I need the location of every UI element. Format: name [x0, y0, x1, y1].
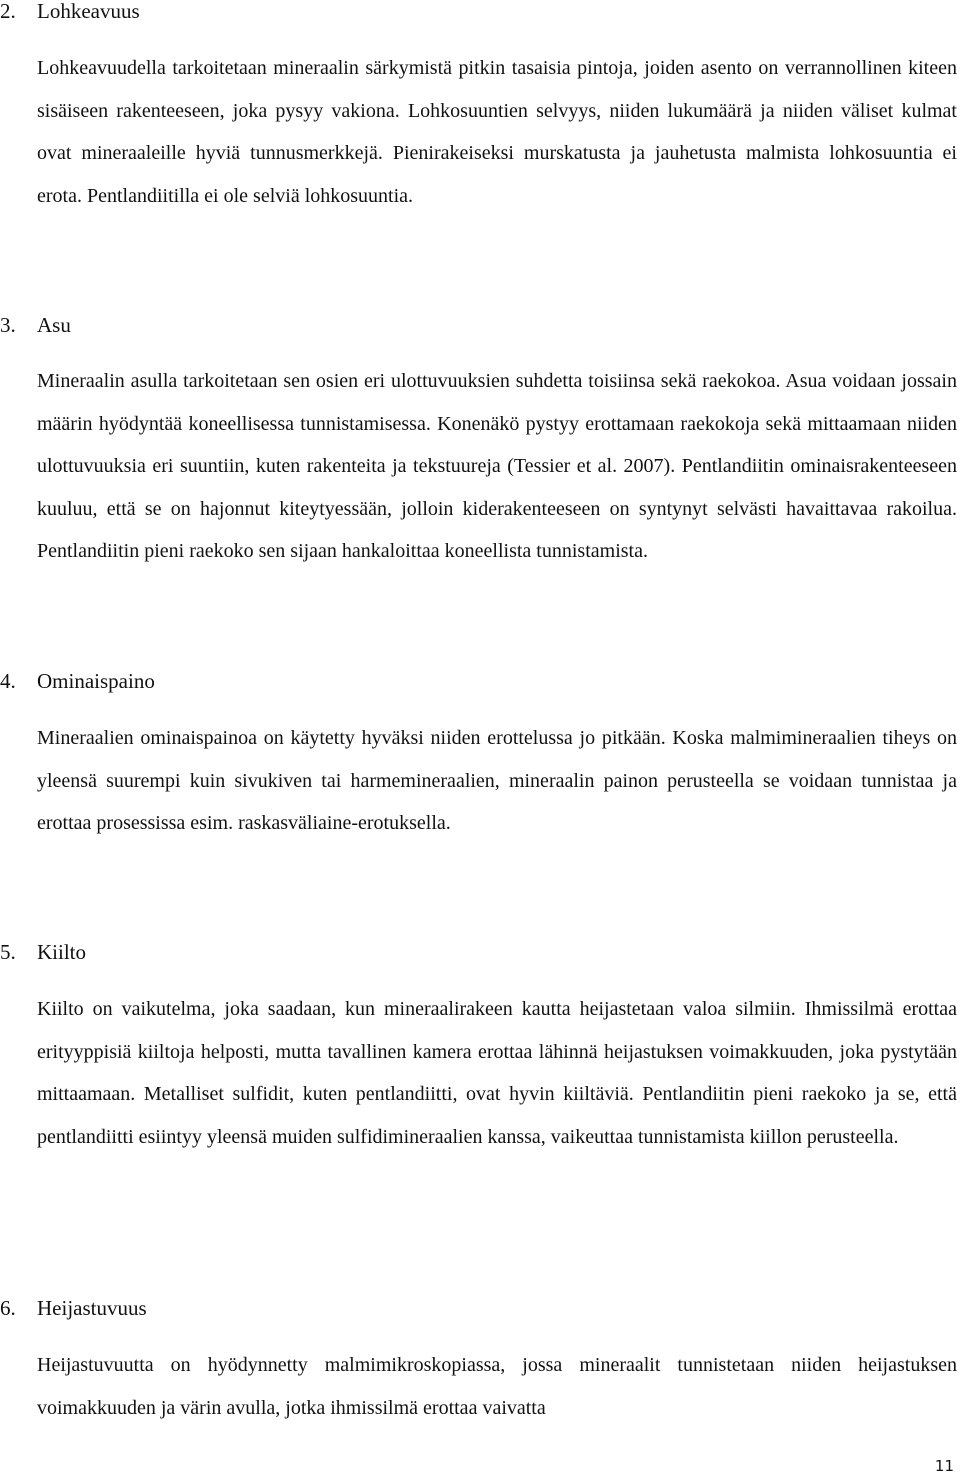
section-paragraph-ominaispaino: Mineraalien ominaispainoa on käytetty hyväksi niiden erottelussa jo pitkään. Koska malmimineraalien tiheys on yleensä suurempi kuin sivukiven tai harmemineraalien, mineraalin painon perusteella se voidaan tunnistaa ja erottaa prosessissa esim. raskasväliaine-erotuksella. [37, 727, 957, 835]
section-paragraph-heijastuvuus: Heijastuvuutta on hyödynnetty malmimikroskopiassa, jossa mineraalit tunnistetaan niiden heijastuksen voimakkuuden ja värin avulla, jotka ihmissilmä erottaa vaivatta [37, 1354, 957, 1419]
page-number: 11 [934, 1457, 954, 1475]
section-number: 2. [0, 0, 16, 23]
section-heading-heijastuvuus [0, 1296, 147, 1320]
section-number: 5. [0, 940, 16, 964]
section-paragraph-kiilto: Kiilto on vaikutelma, joka saadaan, kun mineraalirakeen kautta heijastetaan valoa silmiin. Ihmissilmä erottaa erityyppisiä kiiltoja helposti, mutta tavallinen kamera erottaa lähinnä heijastuksen voimakkuuden, joka pystytään mittaamaan. Metalliset sulfidit, kuten pentlandiitti, ovat hyvin kiiltäviä. Pentlandiitin pieni raekoko ja se, että pentlandiitti esiintyy yleensä muiden sulfidimineraalien kanssa, vaikeuttaa tunnistamista kiillon perusteella. [37, 998, 957, 1148]
section-paragraph-lohkeavuus: Lohkeavuudella tarkoitetaan mineraalin särkymistä pitkin tasaisia pintoja, joiden asento on verrannollinen kiteen sisäiseen rakenteeseen, joka pysyy vakiona. Lohkosuuntien selvyys, niiden lukumäärä ja niiden väliset kulmat ovat mineraaleille hyviä tunnusmerkkejä. Pienirakeiseksi murskatusta ja jauhetusta malmista lohkosuuntia ei erota. Pentlandiitilla ei ole selviä lohkosuuntia. [37, 57, 957, 207]
section-title: Heijastuvuus [37, 1296, 147, 1320]
section-number: 4. [0, 669, 16, 693]
section-title: Lohkeavuus [37, 0, 140, 23]
section-title: Kiilto [37, 940, 87, 964]
section-number: 6. [0, 1296, 16, 1320]
section-number: 3. [0, 313, 16, 337]
section-title: Asu [37, 313, 71, 337]
section-heading-ominaispaino [0, 669, 155, 693]
section-heading-kiilto [0, 940, 86, 964]
section-paragraph-asu: Mineraalin asulla tarkoitetaan sen osien eri ulottuvuuksien suhdetta toisiinsa sekä raekokoa. Asua voidaan jossain määrin hyödyntää koneellisessa tunnistamisessa. Konenäkö pystyy erottamaan raekokoja sekä mittaamaan niiden ulottuvuuksia eri suuntiin, kuten rakenteita ja tekstuureja (Tessier et al. 2007). Pentlandiitin ominaisrakenteeseen kuuluu, että se on hajonnut kiteytyessään, jolloin kiderakenteeseen on syntynyt selvästi havaittavaa rakoilua. Pentlandiitin pieni raekoko sen sijaan hankaloittaa koneellista tunnistamista. [37, 370, 957, 563]
section-title: Ominaispaino [37, 669, 155, 693]
section-heading-asu [0, 313, 71, 337]
section-heading-lohkeavuus [0, 0, 140, 23]
